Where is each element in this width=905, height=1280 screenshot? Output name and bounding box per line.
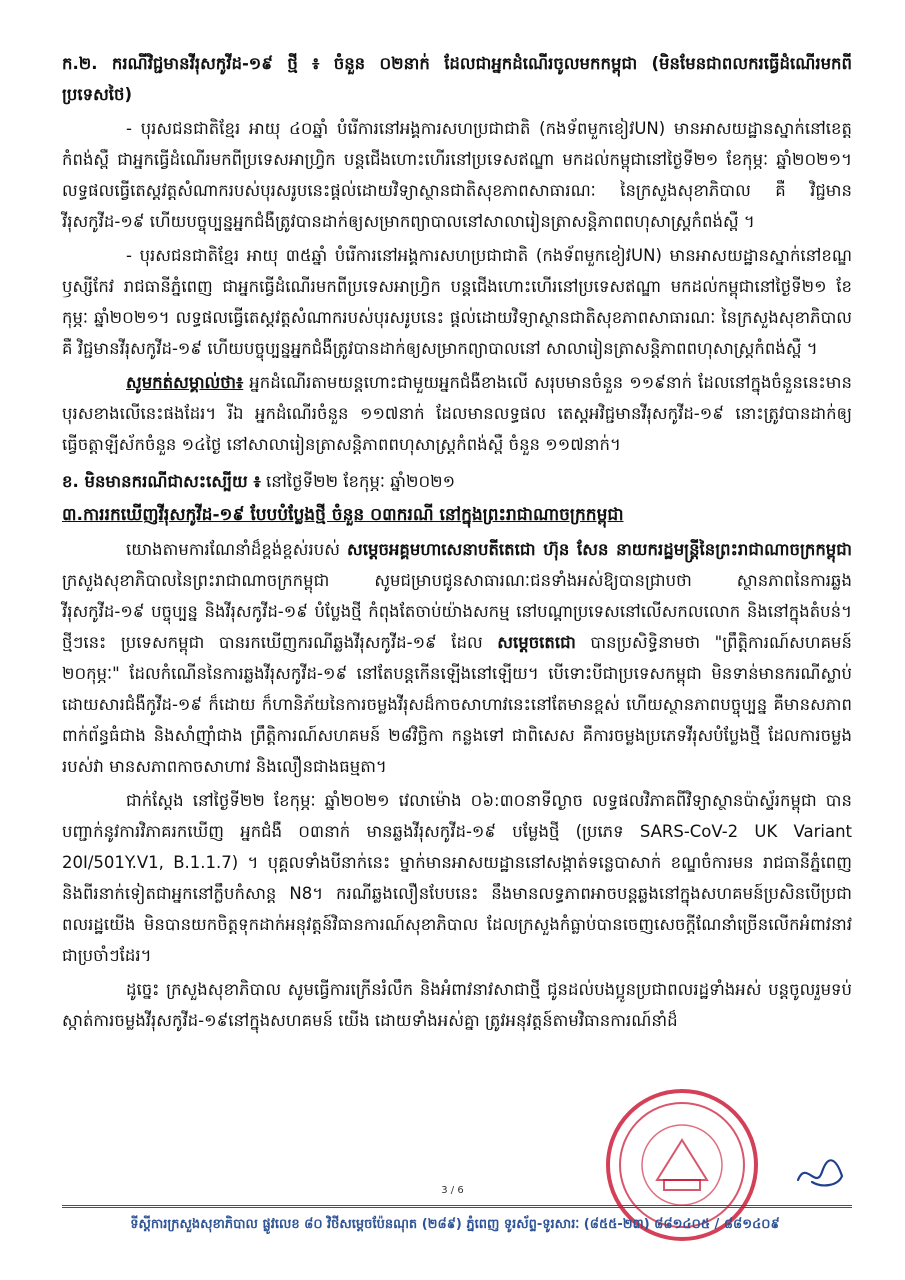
para3-bold-name-2: សម្តេចតេជោ: [497, 633, 576, 652]
note-text: អ្នកដំណើរតាមយន្តហោះជាមួយអ្នកជំងឺខាងលើ សរុបមានចំនួន ១១៩នាក់ ដែលនៅក្នុងចំនួននេះមាន បុរសខាងលើនេះផងដែរ។ រីឯ អ្នកដំណើរចំនួន ១១៧នាក់ ដែលមានលទ្ធផល តេស្តអវិជ្ជមានវីរុសកូវីដ-១៩ នោះត្រូវបានដាក់ឲ្យធ្វើចត្តាឡីស័កចំនួន ១៤ថ្ងៃ នៅសាលារៀនត្រាសន្តិភាពពហុសាស្ត្រកំពង់ស្ពឺ ចំនួន ១១៧នាក់។: [62, 373, 852, 454]
paragraph-variant-detection: ជាក់ស្តែង នៅថ្ងៃទី២២ ខែកុម្ភៈ ឆ្នាំ២០២១ វេលាម៉ោង ០៦:៣០នាទីល្ងាច លទ្ធផលវិភាគពីវិទ្យាស្ថានប៉ាស្ទ័រកម្ពុជា បានបញ្ជាក់នូវការវិភាគរកឃើញ អ្នកជំងឺ ០៣នាក់ មានឆ្លងវីរុសកូវីដ-១៩ បម្លែងថ្មី (ប្រភេទ SARS-CoV-2 UK Variant 20I/501Y.V1, B.1.1.7) ។ បុគ្គលទាំងបីនាក់នេះ ម្នាក់មានអាសយដ្ឋាននៅសង្កាត់ទន្លេបាសាក់ ខណ្ឌចំការមន រាជធានីភ្នំពេញ និងពីរនាក់ទៀតជាអ្នកនៅក្លឹបកំសាន្ត N8។ ករណីឆ្លងលឿនបែបនេះ នឹងមានលទ្ធភាពអាចបន្តឆ្លងនៅក្នុងសហគមន៍ប្រសិនបើប្រជាពលរដ្ឋយើង មិនបានយកចិត្តទុកដាក់អនុវត្តន៍វិធានការណ៍សុខាភិបាល ដែលក្រសួងកំធ្លាប់បានចេញសេចក្តីណែនាំច្រើនលើកអំពាវនាវជាប្រចាំៗដែរ។: [62, 791, 852, 965]
para3-part-c: បានប្រសិទ្ធិនាមថា "ព្រឹត្តិការណ៍សហគមន៍ ២០កុម្ភៈ" ដែលកំណើននៃការឆ្លងវីរុសកូវីដ-១៩ នៅតែបន្តកើនឡើងនៅឡើយ។ បើទោះបីជាប្រទេសកម្ពុជា មិនទាន់មានករណីស្លាប់ដោយសារជំងឺកូវីដ-១៩ ក៏ដោយ ក៏ហានិភ័យនៃការចម្លងវីរុសដ៏កាចសាហាវនេះនៅតែមានខ្ពស់ ហើយស្ថានភាពបច្ចុប្បន្ន គឺមានសភាពពាក់ព័ន្ធធំជាង និងសាំញ៉ាំជាង ព្រឹត្តិការណ៍សហគមន៍ ២៨វិច្ឆិកា កន្លងទៅ ជាពិសេស គឺការចម្លងប្រភេទវីរុសបំប្លែងថ្មី ដែលការចម្លងរបស់វា មានសភាពកាចសាហាវ និងលឿនជាងធម្មតា។: [62, 633, 852, 776]
para3-bold-name: សម្តេចអគ្គមហាសេនាបតីតេជោ ហ៊ុន សែន នាយករដ្ឋមន្ត្រីនៃព្រះរាជាណាចក្រកម្ពុជា: [347, 540, 852, 559]
heading-section-3: ៣.ការរកឃើញវីរុសកូវីដ-១៩ បែបបំប្លែងថ្មី ចំនួន ០៣ករណី នៅក្នុងព្រះរាជាណាចក្រកម្ពុជា: [62, 505, 624, 525]
heading-k2: ក.២. ករណីវិជ្ជមានវីរុសកូវីដ-១៩ ថ្មី ៖ ចំនួន ០២នាក់ ដែលជាអ្នកដំណើរចូលមកកម្ពុជា (មិនមែនជាពលករធ្វើដំណើរមកពីប្រទេសថៃ): [62, 54, 852, 104]
paragraph-note: [62, 367, 852, 460]
document-body: [62, 48, 852, 1039]
para3-part-b: ក្រសួងសុខាភិបាលនៃព្រះរាជាណាចក្រកម្ពុជា សូមជម្រាបជូនសាធារណៈជនទាំងអស់ឱ្យបានជ្រាបថា ស្ថានភាពនៃការឆ្លងវីរុសកូវីដ-១៩ បច្ចុប្បន្ន និងវីរុសកូវីដ-១៩ បំប្លែងថ្មី កំពុងតែចាប់យ៉ាងសកម្ម នៅបណ្តាប្រទេសនៅលើសកលលោក និងនៅក្នុងតំបន់។ ថ្មីៗនេះ ប្រទេសកម្ពុជា បានរកឃើញករណីឆ្លងវីរុសកូវីដ-១៩ ដែល: [62, 571, 852, 652]
page-number: 3 / 6: [441, 1185, 464, 1196]
para3-part-a: យោងតាមការណែនាំដ៏ខ្ពង់ខ្ពស់របស់: [126, 540, 348, 559]
paragraph-guidance: [62, 534, 852, 782]
footer-divider: [62, 1205, 852, 1208]
paragraph-case-2: - បុរសជនជាតិខ្មែរ អាយុ ៣៥ឆ្នាំ បំរើការនៅអង្គការសហប្រជាជាតិ (កងទ័ពមួកខៀវUN) មានអាសយដ្ឋានស្នាក់នៅខណ្ឌឫស្សីកែវ រាជធានីភ្នំពេញ ជាអ្នកធ្វើដំណើរមកពីប្រទេសអាហ្វ្រិក បន្តជើងហោះហើរនៅប្រទេសឥណ្ឌា មកដល់កម្ពុជានៅថ្ងៃទី២១ ខែកុម្ភៈ ឆ្នាំ២០២១។ លទ្ធផលធ្វើតេស្តវត្តសំណាករបស់បុរសរូបនេះ ផ្តល់ដោយវិទ្យាស្ថានជាតិសុខភាពសាធារណៈ នៃក្រសួងសុខាភិបាល គឺ វិជ្ជមានវីរុសកូវីដ-១៩ ហើយបច្ចុប្បន្នអ្នកជំងឺត្រូវបានដាក់ឲ្យសម្រាកព្យាបាលនៅ សាលារៀនត្រាសន្តិភាពពហុសាស្ត្រកំពង់ស្ពឺ ។: [62, 246, 852, 358]
heading-kh2: [62, 466, 852, 497]
footer-address: ទីស្តីការក្រសួងសុខាភិបាល ផ្លូវលេខ ៨០ វិថីសម្តេចប៉ែនណុត (២៨៩) ភ្នំពេញ ទូរស័ព្ទ-ទូរសារៈ (៨៥៥-២៣) ៨៨១៤០៥ / ៨៨១៤០៩: [130, 1217, 780, 1232]
heading-kh2-text: នៅថ្ងៃទី២២ ខែកុម្ភៈ ឆ្នាំ២០២១: [260, 472, 456, 491]
paragraph-case-1: - បុរសជនជាតិខ្មែរ អាយុ ៤០ឆ្នាំ បំរើការនៅអង្គការសហប្រជាជាតិ (កងទ័ពមួកខៀវUN) មានអាសយដ្ឋានស្នាក់នៅខេត្តកំពង់ស្ពឺ ជាអ្នកធ្វើដំណើរមកពីប្រទេសអាហ្វ្រិក បន្តជើងហោះហើរនៅប្រទេសឥណ្ឌា មកដល់កម្ពុជានៅថ្ងៃទី២១ ខែកុម្ភៈ ឆ្នាំ២០២១។ លទ្ធផលធ្វើតេស្តវត្តសំណាករបស់បុរសរូបនេះផ្តល់ដោយវិទ្យាស្ថានជាតិសុខភាពសាធារណៈ នៃក្រសួងសុខាភិបាល គឺ វិជ្ជមានវីរុសកូវីដ-១៩ ហើយបច្ចុប្បន្នអ្នកជំងឺត្រូវបានដាក់ឲ្យសម្រាកព្យាបាលនៅសាលារៀនត្រាសន្តិភាពពហុសាស្ត្រកំពង់ស្ពឺ ។: [62, 119, 852, 231]
note-label: សូមកត់សម្គាល់ថា៖: [126, 373, 244, 392]
paragraph-appeal: ដូច្នេះ ក្រសួងសុខាភិបាល សូមធ្វើការក្រើនរំលឹក និងអំពាវនាវសាជាថ្មី ជូនដល់បងប្អូនប្រជាពលរដ្ឋទាំងអស់ បន្តចូលរួមទប់ស្កាត់ការចម្លងវីរុសកូវីដ-១៩នៅក្នុងសហគមន៍ យើង ដោយទាំងអស់គ្នា ត្រូវអនុវត្តន៍តាមវិធានការណ៍នាំដ៏: [62, 980, 852, 1030]
heading-kh2-label: ខ. មិនមានករណីជាសះស្បើយ ៖: [62, 472, 261, 491]
